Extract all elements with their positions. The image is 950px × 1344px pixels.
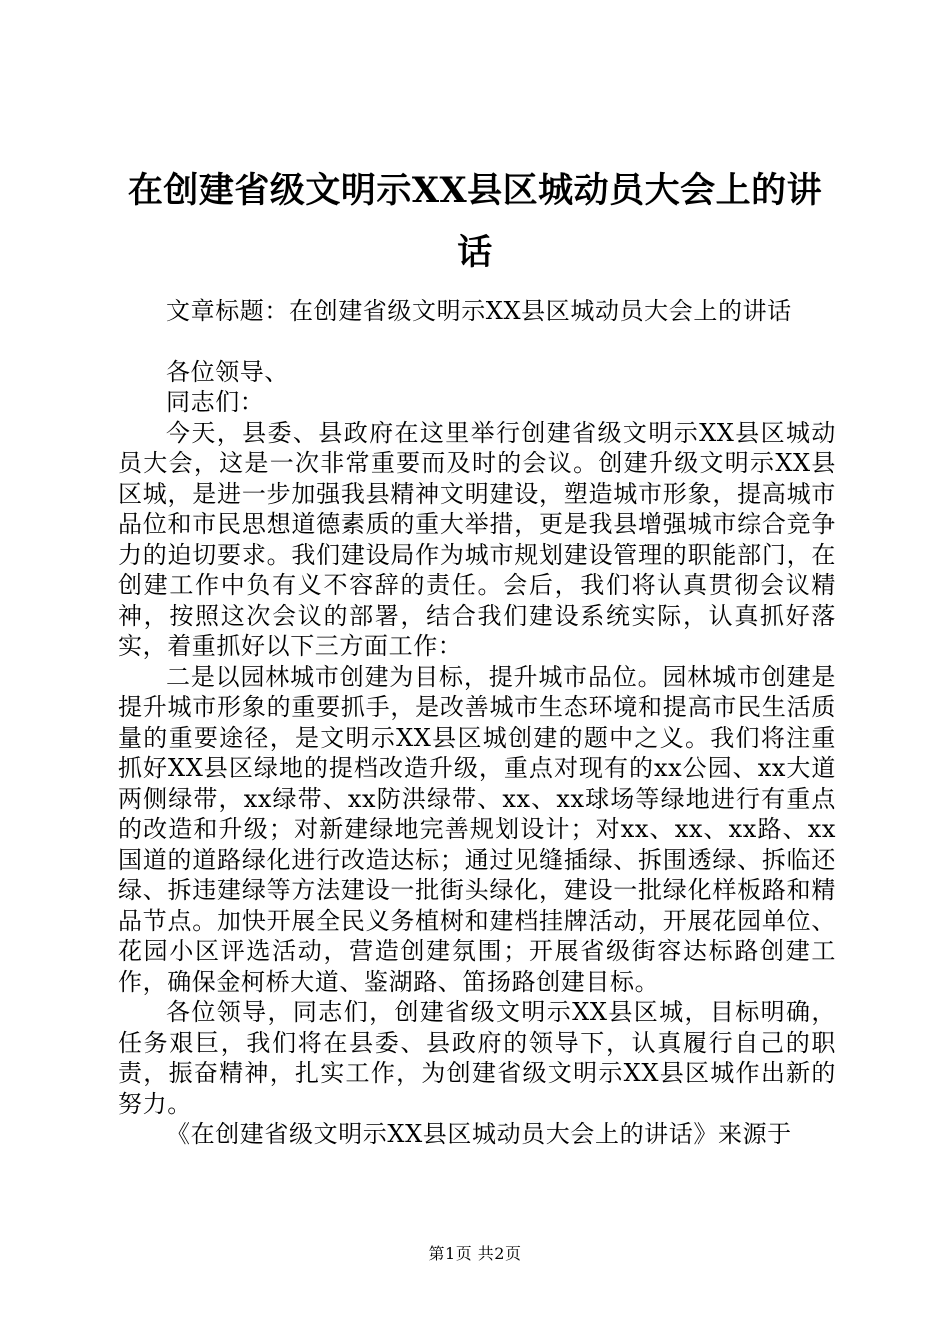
body-paragraph: 今天，县委、县政府在这里举行创建省级文明示XX县区城动员大会，这是一次非常重要而及时的会议。创建升级文明示XX县区城，是进一步加强我县精神文明建设，塑造城市形象，提高城市品位和市民思想道德素质的重大举措，更是我县增强城市综合竞争力的迫切要求。我们建设局作为城市规划建设管理的职能部门，在创建工作中负有义不容辞的责任。会后，我们将认真贯彻会议精神，按照这次会议的部署，结合我们建设系统实际，认真抓好落实，着重抓好以下三方面工作：: [118, 418, 836, 660]
document-title: 在创建省级文明示XX县区城动员大会上的讲话: [127, 170, 823, 273]
document-body: [118, 296, 836, 1150]
source-line: 《在创建省级文明示XX县区城动员大会上的讲话》来源于: [166, 1120, 792, 1148]
page-number-footer: 第1页 共2页: [428, 1244, 522, 1263]
article-title-line: 文章标题：在创建省级文明示XX县区城动员大会上的讲话: [166, 297, 792, 325]
body-paragraph: 二是以园林城市创建为目标，提升城市品位。园林城市创建是提升城市形象的重要抓手，是改善城市生态环境和提高市民生活质量的重要途径，是文明示XX县区城创建的题中之义。我们将注重抓好XX县区绿地的提档改造升级，重点对现有的xx公园、xx大道两侧绿带，xx绿带、xx防洪绿带、xx、xx球场等绿地进行有重点的改造和升级；对新建绿地完善规划设计；对xx、xx、xx路、xx国道的道路绿化进行改造达标；通过见缝插绿、拆围透绿、拆临还绿、拆违建绿等方法建设一批街头绿化，建设一批绿化样板路和精品节点。加快开展全民义务植树和建档挂牌活动，开展花园单位、花园小区评选活动，营造创建氛围；开展省级街容达标路创建工作，确保金柯桥大道、鉴湖路、笛扬路创建目标。: [118, 662, 836, 996]
salutation-leaders: 各位领导、: [166, 357, 289, 386]
salutation-comrades: 同志们：: [166, 388, 265, 416]
body-paragraph: 各位领导，同志们，创建省级文明示XX县区城，目标明确，任务艰巨，我们将在县委、县政府的领导下，认真履行自己的职责，振奋精神，扎实工作，为创建省级文明示XX县区城作出新的努力。: [118, 998, 836, 1118]
